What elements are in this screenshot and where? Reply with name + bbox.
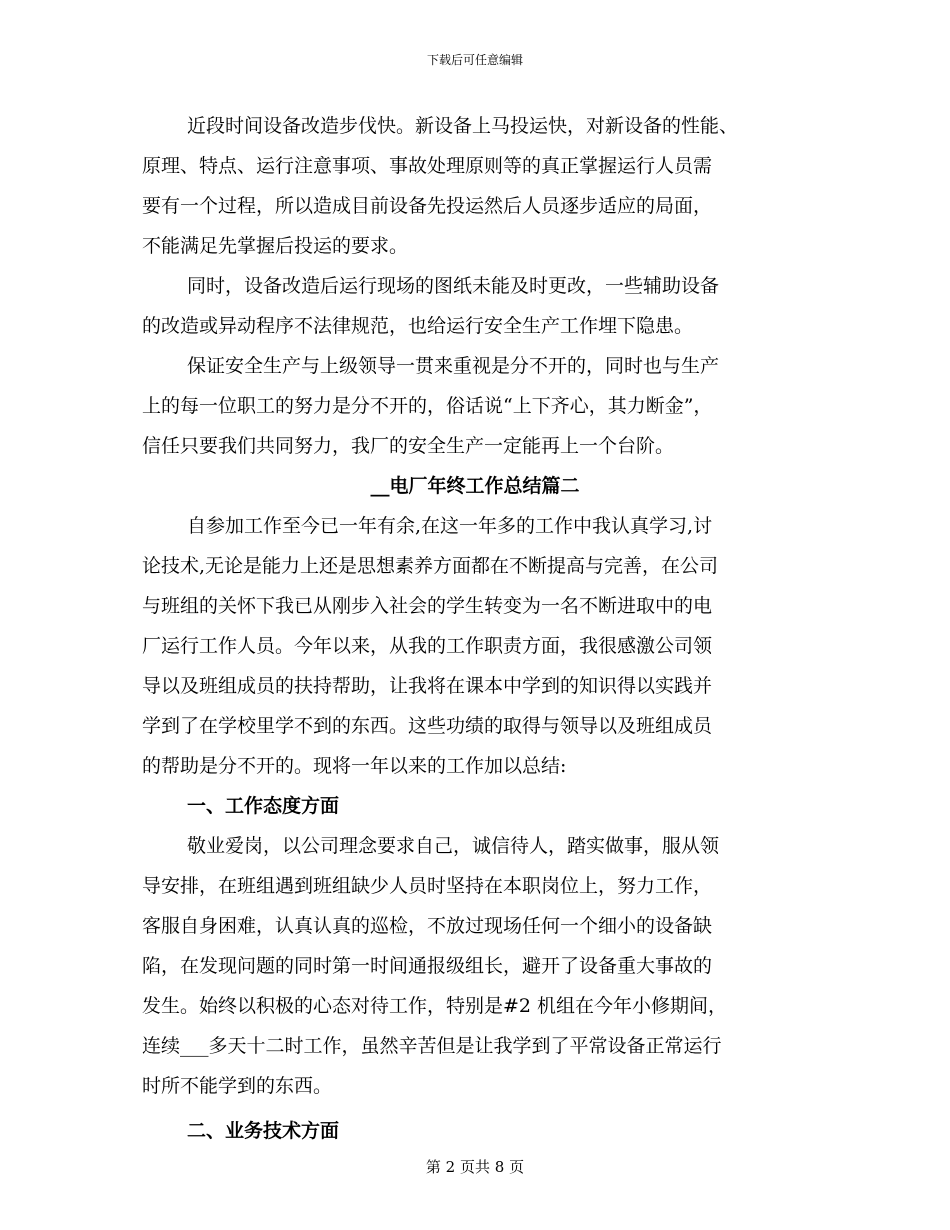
section-title: __电厂年终工作总结篇二	[370, 475, 580, 497]
paragraph-line: 要有一个过程，所以造成目前设备先投运然后人员逐步适应的局面，	[142, 195, 713, 217]
paragraph-line: 的改造或异动程序不法律规范，也给运行安全生产工作埋下隐患。	[142, 315, 694, 337]
page-footer: 第 2 页共 8 页	[425, 1158, 525, 1176]
paragraph-line: 上的每一位职工的努力是分不开的，俗话说“上下齐心，其力断金”，	[142, 395, 713, 417]
paragraph-line: 与班组的关怀下我已从刚步入社会的学生转变为一名不断进取中的电	[142, 595, 713, 617]
paragraph-line: 敬业爱岗，以公司理念要求自己，诚信待人，踏实做事，服从领	[187, 835, 720, 857]
paragraph-line: 学到了在学校里学不到的东西。这些功绩的取得与领导以及班组成员	[142, 715, 713, 737]
subheading: 一、工作态度方面	[187, 795, 340, 817]
subheading: 二、业务技术方面	[187, 1120, 340, 1142]
paragraph-line: 原理、特点、运行注意事项、事故处理原则等的真正掌握运行人员需	[142, 155, 713, 177]
paragraph-line: 同时，设备改造后运行现场的图纸未能及时更改，一些辅助设备	[187, 275, 720, 297]
page-header: 下载后可任意编辑	[426, 53, 523, 67]
paragraph-line: 自参加工作至今已一年有余,在这一年多的工作中我认真学习,讨	[187, 515, 713, 537]
paragraph-line: 近段时间设备改造步伐快。新设备上马投运快，对新设备的性能、	[187, 115, 739, 137]
paragraph-line: 时所不能学到的东西。	[142, 1075, 333, 1097]
paragraph-line: 陷，在发现问题的同时第一时间通报级组长，避开了设备重大事故的	[142, 955, 713, 977]
paragraph-line: 的帮助是分不开的。现将一年以来的工作加以总结:	[142, 755, 567, 777]
paragraph-line: 信任只要我们共同努力，我厂的安全生产一定能再上一个台阶。	[142, 435, 675, 457]
paragraph-line: 论技术,无论是能力上还是思想素养方面都在不断提高与完善，在公司	[142, 555, 719, 577]
paragraph-line: 保证安全生产与上级领导一贯来重视是分不开的，同时也与生产	[187, 355, 720, 377]
paragraph-line: 发生。始终以积极的心态对待工作，特别是#2 机组在今年小修期间，	[142, 995, 728, 1017]
paragraph-line: 导以及班组成员的扶持帮助，让我将在课本中学到的知识得以实践并	[142, 675, 713, 697]
paragraph-line: 连续___多天十二时工作，虽然辛苦但是让我学到了平常设备正常运行	[142, 1035, 722, 1057]
paragraph-line: 不能满足先掌握后投运的要求。	[142, 235, 409, 257]
paragraph-line: 客服自身困难，认真认真的巡检，不放过现场任何一个细小的设备缺	[142, 915, 713, 937]
paragraph-line: 导安排，在班组遇到班组缺少人员时坚持在本职岗位上，努力工作，	[142, 875, 713, 897]
paragraph-line: 厂运行工作人员。今年以来，从我的工作职责方面，我很感激公司领	[142, 635, 713, 657]
